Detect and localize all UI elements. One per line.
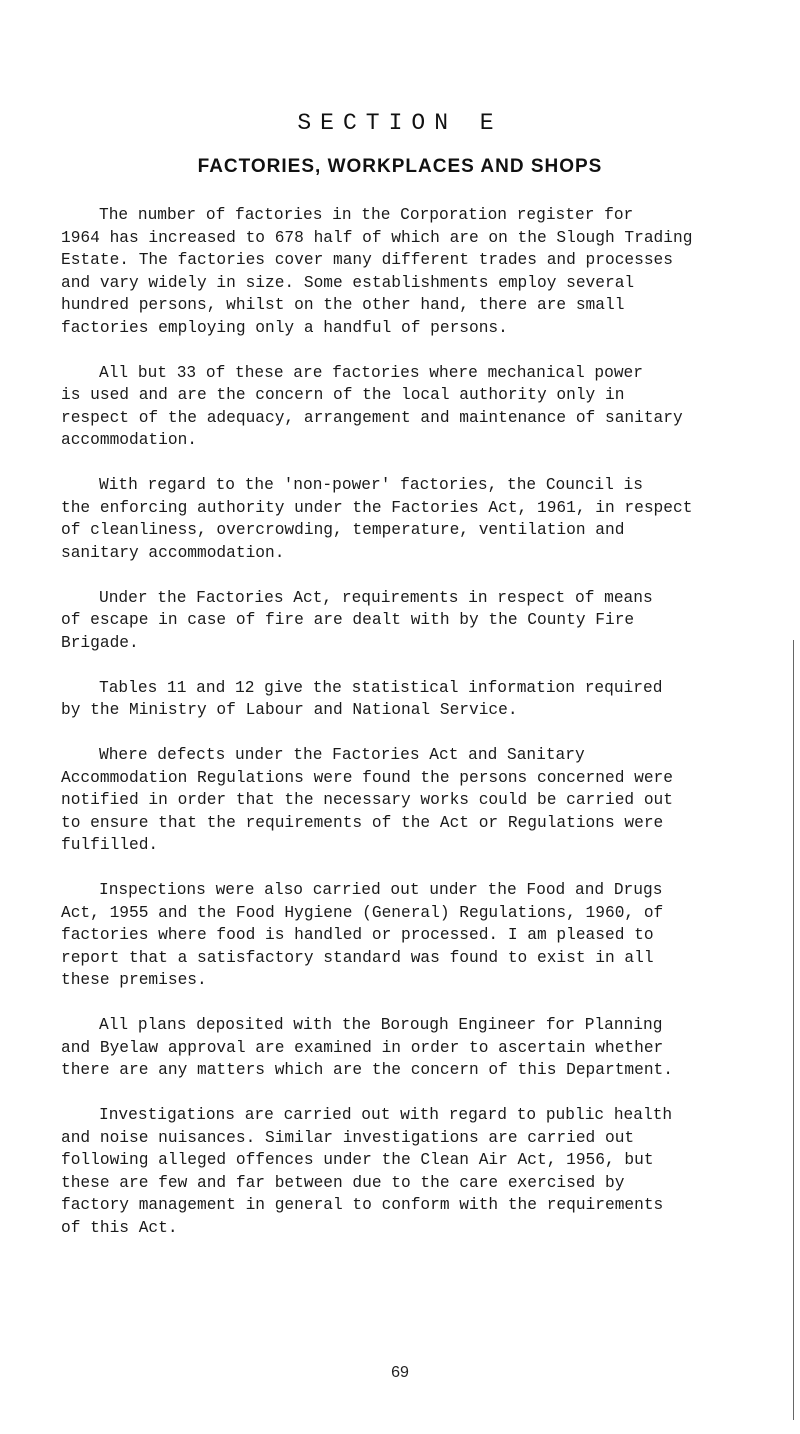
- paragraph-line: these are few and far between due to the care exercised by: [61, 1173, 625, 1192]
- paragraph-line: Tables 11 and 12 give the statistical information required: [99, 678, 663, 697]
- paragraph-line: of this Act.: [61, 1218, 178, 1237]
- paragraph: [61, 204, 771, 339]
- paragraph-line: is used and are the concern of the local authority only in: [61, 386, 625, 404]
- paragraph-line: factory management in general to conform with the requirements: [61, 1196, 664, 1214]
- paragraph: [61, 879, 771, 992]
- paragraph-line: and noise nuisances. Similar investigations are carried out: [61, 1128, 635, 1147]
- paragraph-line: accommodation.: [61, 431, 197, 449]
- paragraph-line: factories where food is handled or processed. I am pleased to: [61, 926, 654, 944]
- paragraph-line: factories employing only a handful of persons.: [61, 318, 508, 337]
- paragraph-line: notified in order that the necessary works could be carried out: [61, 791, 673, 809]
- paragraph: [61, 1014, 771, 1082]
- paragraph: [61, 744, 771, 857]
- paragraph-line: All but 33 of these are factories where mechanical power: [99, 363, 643, 382]
- paragraph-line: and Byelaw approval are examined in order to ascertain whether: [61, 1038, 664, 1057]
- paragraph-line: following alleged offences under the Clean Air Act, 1956, but: [61, 1151, 654, 1169]
- body-text: [61, 204, 771, 1262]
- paragraph: [61, 1104, 771, 1239]
- paragraph-line: Inspections were also carried out under the Food and Drugs: [99, 881, 663, 899]
- paragraph-line: Estate. The factories cover many different trades and processes: [61, 251, 673, 269]
- paragraph-line: and vary widely in size. Some establishments employ several: [61, 273, 635, 292]
- paragraph-line: these premises.: [61, 971, 207, 989]
- paragraph-line: there are any matters which are the concern of this Department.: [61, 1061, 673, 1079]
- paragraph-line: The number of factories in the Corporation register for: [99, 206, 634, 224]
- paragraph-line: sanitary accommodation.: [61, 543, 285, 562]
- paragraph-line: hundred persons, whilst on the other hand, there are small: [61, 296, 625, 314]
- paragraph-line: the enforcing authority under the Factories Act, 1961, in respect: [61, 498, 693, 517]
- paragraph-line: Under the Factories Act, requirements in respect of means: [99, 588, 653, 607]
- paragraph-line: All plans deposited with the Borough Engineer for Planning: [99, 1016, 663, 1034]
- paragraph-line: 1964 has increased to 678 half of which are on the Slough Trading: [61, 228, 693, 247]
- paragraph-line: Where defects under the Factories Act and Sanitary: [99, 746, 585, 764]
- paragraph-line: of escape in case of fire are dealt with by the County Fire: [61, 611, 635, 629]
- paragraph-line: Investigations are carried out with regard to public health: [99, 1106, 673, 1124]
- scan-edge-line: [793, 640, 794, 1420]
- paragraph-line: Act, 1955 and the Food Hygiene (General) Regulations, 1960, of: [61, 903, 664, 922]
- paragraph-line: With regard to the 'non-power' factories, the Council is: [99, 476, 643, 494]
- paragraph: [61, 362, 771, 452]
- paragraph-line: report that a satisfactory standard was found to exist in all: [61, 948, 654, 967]
- paragraph-line: of cleanliness, overcrowding, temperature, ventilation and: [61, 521, 625, 539]
- paragraph-line: fulfilled.: [61, 836, 159, 854]
- paragraph: [61, 474, 771, 564]
- paragraph-line: respect of the adequacy, arrangement and maintenance of sanitary: [61, 408, 683, 427]
- paragraph-line: to ensure that the requirements of the Act or Regulations were: [61, 813, 664, 832]
- paragraph: [61, 587, 771, 655]
- paragraph-line: by the Ministry of Labour and National Service.: [61, 701, 518, 719]
- chapter-title: FACTORIES, WORKPLACES AND SHOPS: [197, 156, 603, 177]
- section-heading: SECTION E: [297, 110, 503, 136]
- paragraph: [61, 677, 771, 722]
- paragraph-line: Accommodation Regulations were found the persons concerned were: [61, 768, 673, 787]
- paragraph-line: Brigade.: [61, 633, 139, 652]
- page-number: 69: [391, 1364, 409, 1381]
